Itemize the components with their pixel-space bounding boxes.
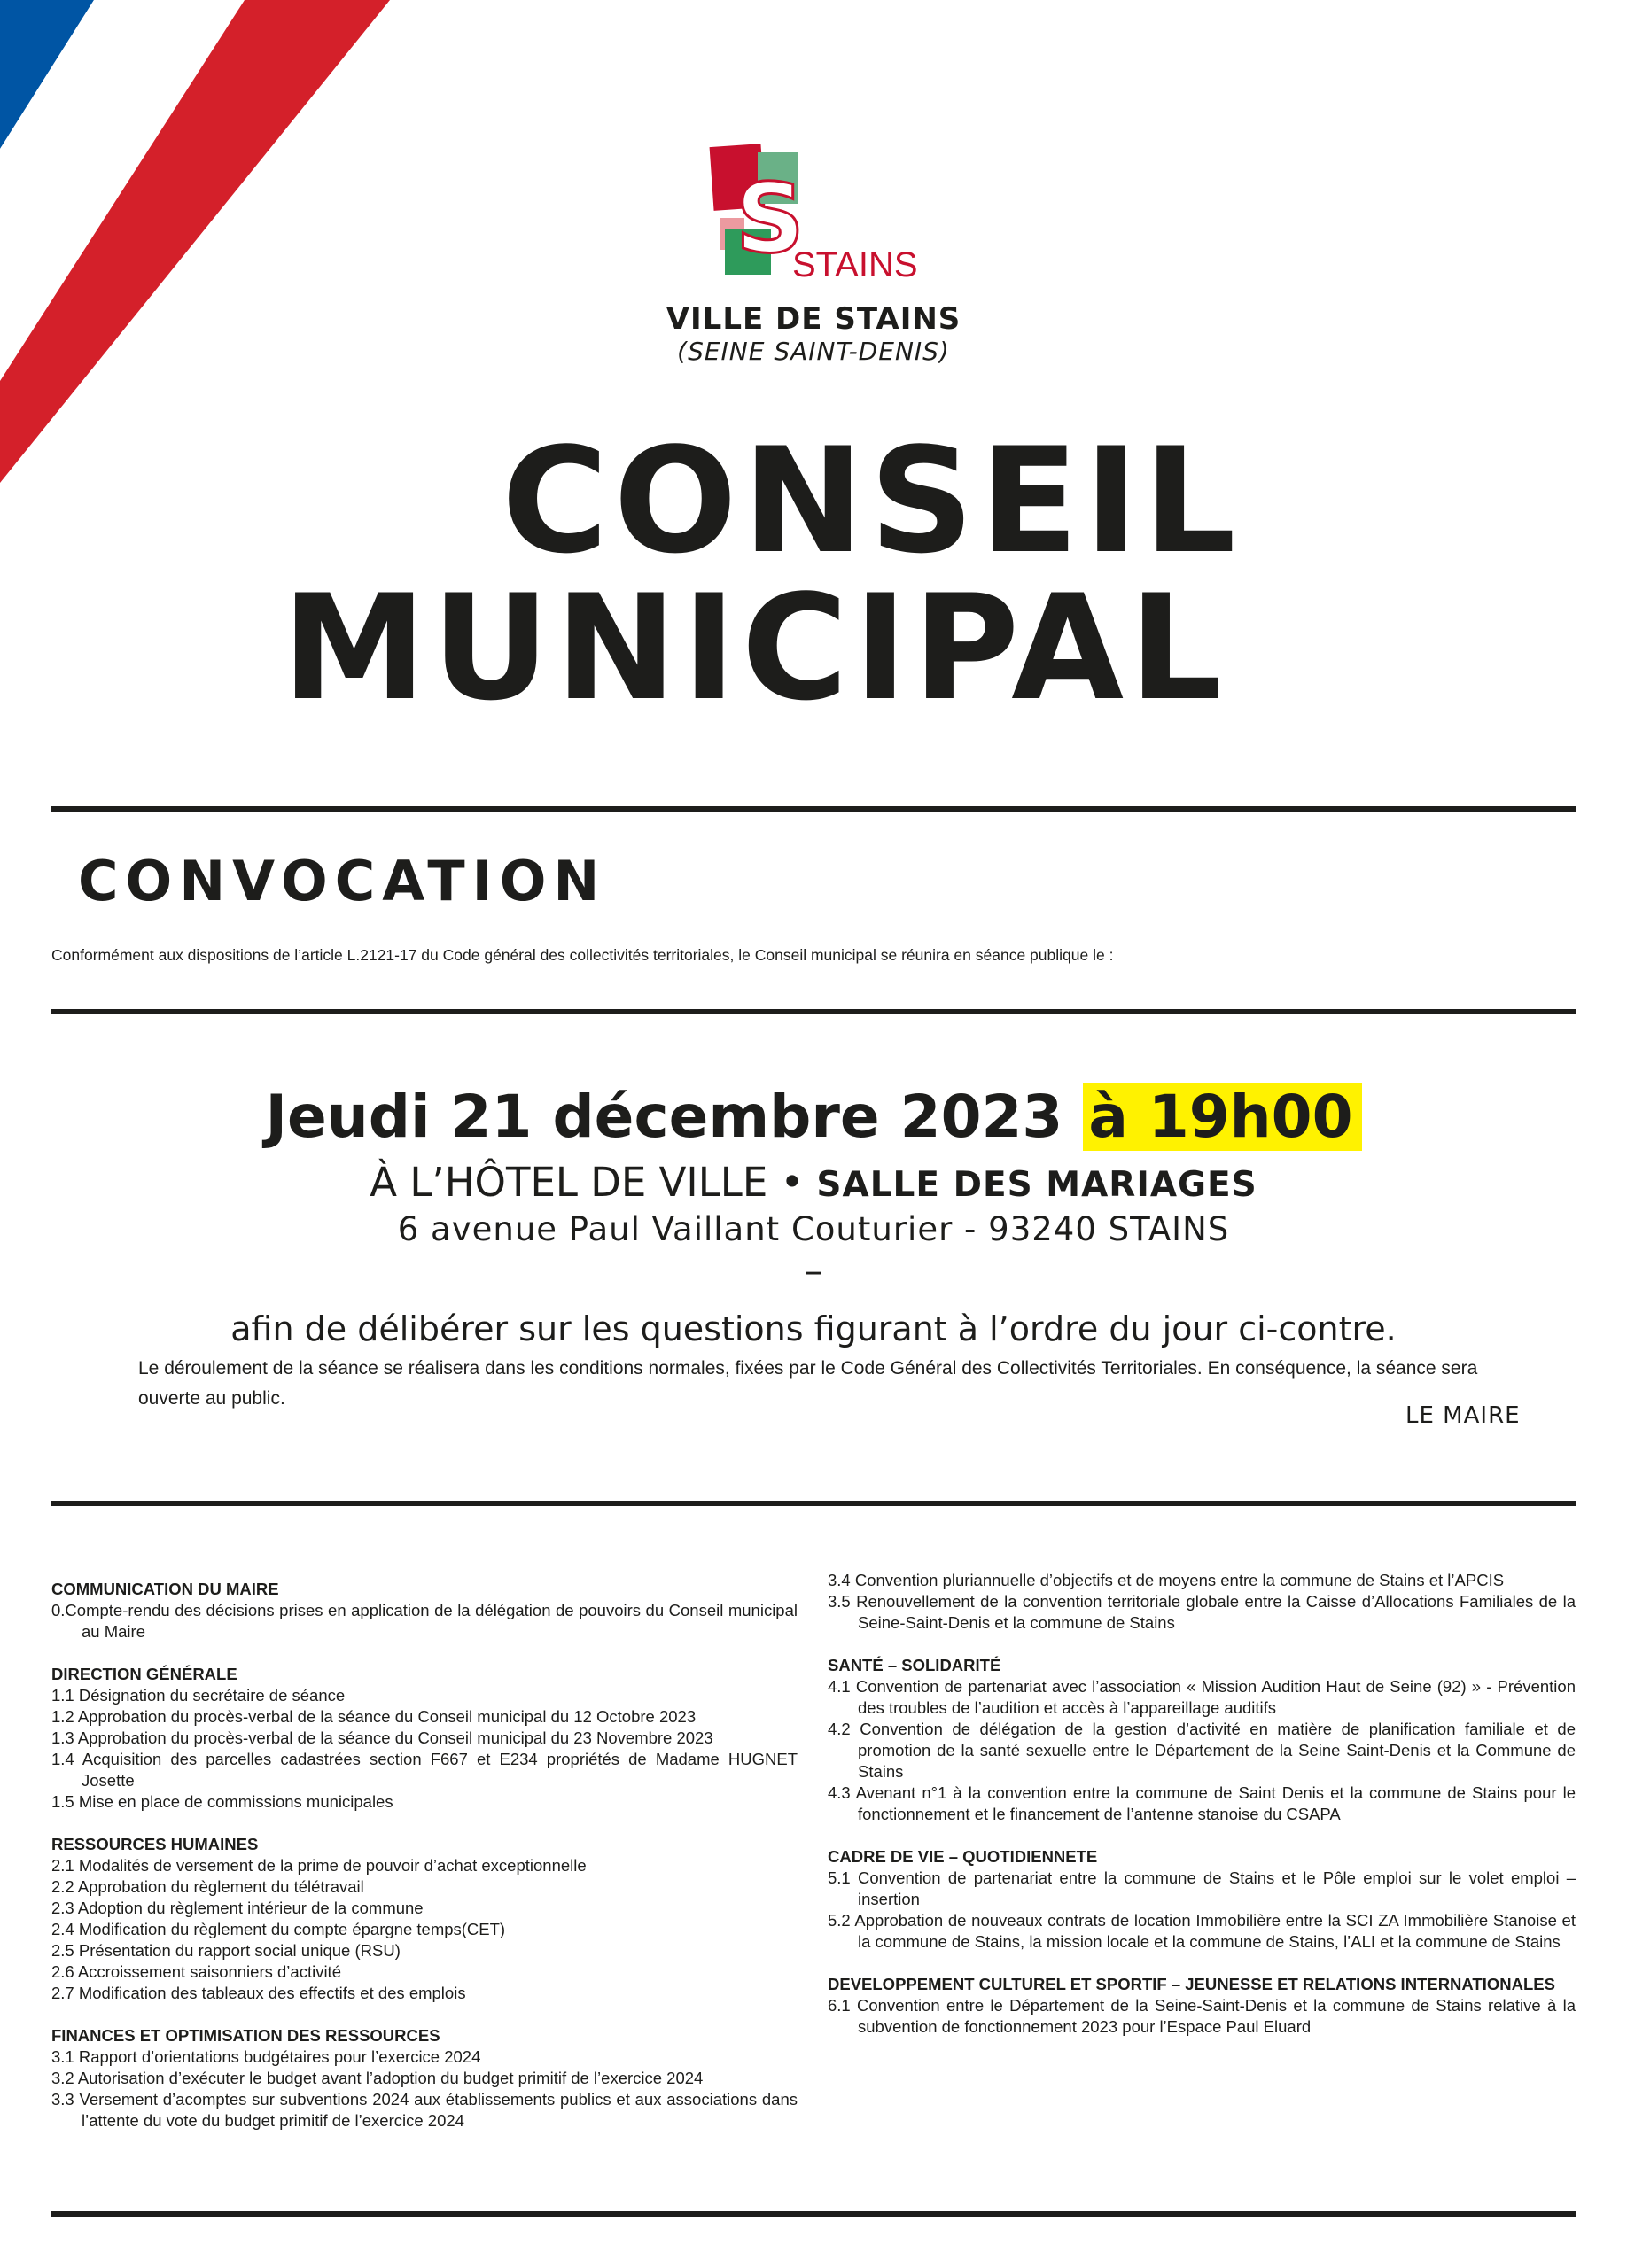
meeting-purpose: afin de délibérer sur les questions figurant à l’ordre du jour ci-contre.	[230, 1309, 1397, 1348]
meeting-place	[0, 1159, 1627, 1206]
meeting-room: SALLE DES MARIAGES	[816, 1165, 1257, 1205]
agenda-item: 2.4 Modification du règlement du compte épargne temps(CET)	[51, 1920, 506, 1938]
agenda-section-title: FINANCES ET OPTIMISATION DES RESSOURCES	[51, 2026, 440, 2045]
agenda-section-title: CADRE DE VIE – QUOTIDIENNETE	[828, 1847, 1098, 1866]
agenda-right-column	[828, 1570, 1576, 2059]
agenda-item: 2.2 Approbation du règlement du télétravail	[51, 1877, 364, 1896]
agenda-item: 3.4 Convention pluriannuelle d’objectifs et de moyens entre la commune de Stains et l’APCIS	[828, 1571, 1505, 1589]
agenda-item: 4.3 Avenant n°1 à la convention entre la commune de Saint Denis et la commune de Stains pour le fonctionnement et le financement de l’antenne stanoise du CSAPA	[828, 1783, 1576, 1823]
agenda-item: 1.2 Approbation du procès-verbal de la séance du Conseil municipal du 12 Octobre 2023	[51, 1707, 697, 1726]
meeting-time-highlight: à 19h00	[1083, 1083, 1361, 1151]
agenda-section-title: DIRECTION GÉNÉRALE	[51, 1665, 237, 1683]
separator-dash: –	[805, 1251, 822, 1292]
meeting-address: 6 avenue Paul Vaillant Couturier - 93240 STAINS	[397, 1210, 1230, 1248]
agenda-item: 5.2 Approbation de nouveaux contrats de location Immobilière entre la SCI ZA Immobilière Stanoise et la commune de Stains, la mission locale et la commune de Stains, l’ALI et la commune de Stains	[828, 1911, 1576, 1951]
agenda-item: 1.5 Mise en place de commissions municipales	[51, 1792, 393, 1811]
agenda-section-title: RESSOURCES HUMAINES	[51, 1835, 259, 1853]
agenda-section	[828, 1655, 1576, 1825]
agenda-item: 2.7 Modification des tableaux des effectifs et des emplois	[51, 1984, 466, 2002]
agenda-item: 4.2 Convention de délégation de la gestion d’activité en matière de planification familiale et de promotion de la santé sexuelle entre le Département de la Seine Saint-Denis et la Commune de Stains	[828, 1720, 1576, 1781]
title-line-1: CONSEIL	[502, 416, 1242, 586]
meeting-datetime	[0, 1083, 1627, 1151]
divider	[51, 2211, 1576, 2217]
agenda-item: 3.2 Autorisation d’exécuter le budget avant l’adoption du budget primitif de l’exercice 2024	[51, 2069, 704, 2087]
agenda-section-title: SANTÉ – SOLIDARITÉ	[828, 1656, 1001, 1674]
agenda-item: 3.1 Rapport d’orientations budgétaires pour l’exercice 2024	[51, 2047, 481, 2066]
agenda-item: 1.4 Acquisition des parcelles cadastrées section F667 et E234 propriétés de Madame HUGNET Josette	[51, 1750, 798, 1790]
meeting-conditions: Le déroulement de la séance se réalisera dans les conditions normales, fixées par le Code Général des Collectivités Territoriales. En conséquence, la séance sera ouverte au public.	[138, 1358, 1478, 1409]
tricolour-corner-flag	[0, 0, 390, 496]
agenda-section	[51, 1664, 798, 1813]
agenda-section	[51, 1834, 798, 2004]
agenda-section	[828, 1570, 1576, 1634]
agenda-item: 2.6 Accroissement saisonniers d’activité	[51, 1962, 341, 1981]
logo-wordmark: STAINS	[792, 245, 918, 282]
agenda-item: 2.5 Présentation du rapport social unique (RSU)	[51, 1941, 401, 1960]
agenda-section-title: DEVELOPPEMENT CULTUREL ET SPORTIF – JEUNESSE ET RELATIONS INTERNATIONALES	[828, 1975, 1555, 1993]
agenda-item: 6.1 Convention entre le Département de la Seine-Saint-Denis et la commune de Stains relative à la subvention de fonctionnement 2023 pour l’Espace Paul Eluard	[828, 1996, 1576, 2036]
agenda-section	[828, 1974, 1576, 2038]
signature-maire: LE MAIRE	[1405, 1402, 1521, 1429]
agenda-item: 3.3 Versement d’acomptes sur subventions 2024 aux établissements publics et aux associations dans l’attente du vote du budget primitif de l’exercice 2024	[51, 2090, 798, 2130]
agenda-section	[51, 1579, 798, 1643]
divider	[51, 1009, 1576, 1014]
city-name: VILLE DE STAINS	[666, 301, 961, 337]
convocation-intro: Conformément aux dispositions de l’article L.2121-17 du Code général des collectivités territoriales, le Conseil municipal se réunira en séance publique le :	[51, 946, 1114, 964]
stains-logo	[707, 144, 929, 282]
agenda-item: 0.Compte-rendu des décisions prises en application de la délégation de pouvoirs du Conseil municipal au Maire	[51, 1601, 798, 1641]
svg-text:S: S	[736, 164, 805, 275]
agenda-section	[828, 1846, 1576, 1953]
agenda-section-title: COMMUNICATION DU MAIRE	[51, 1580, 279, 1598]
agenda-item: 1.1 Désignation du secrétaire de séance	[51, 1686, 346, 1705]
divider	[51, 806, 1576, 812]
agenda-item: 2.3 Adoption du règlement intérieur de la commune	[51, 1899, 424, 1917]
agenda-section	[51, 2025, 798, 2132]
meeting-venue: À L’HÔTEL DE VILLE •	[370, 1159, 817, 1206]
title-line-2: MUNICIPAL	[282, 563, 1227, 733]
agenda-item: 3.5 Renouvellement de la convention territoriale globale entre la Caisse d’Allocations Familiales de la Seine-Saint-Denis et la commune de Stains	[828, 1592, 1576, 1632]
meeting-date: Jeudi 21 décembre 2023	[265, 1083, 1084, 1151]
convocation-heading: CONVOCATION	[78, 849, 607, 913]
agenda-item: 1.3 Approbation du procès-verbal de la séance du Conseil municipal du 23 Novembre 2023	[51, 1728, 713, 1747]
agenda-item: 2.1 Modalités de versement de la prime de pouvoir d’achat exceptionnelle	[51, 1856, 587, 1875]
agenda-item: 5.1 Convention de partenariat entre la commune de Stains et le Pôle emploi sur le volet emploi – insertion	[828, 1868, 1576, 1908]
agenda-left-column	[51, 1579, 798, 2153]
agenda-item: 4.1 Convention de partenariat avec l’association « Mission Audition Haut de Seine (92) » - Prévention des troubles de l’audition et accès à l’appareillage auditifs	[828, 1677, 1576, 1717]
divider	[51, 1501, 1576, 1506]
city-subtitle: (SEINE SAINT-DENIS)	[677, 337, 950, 366]
